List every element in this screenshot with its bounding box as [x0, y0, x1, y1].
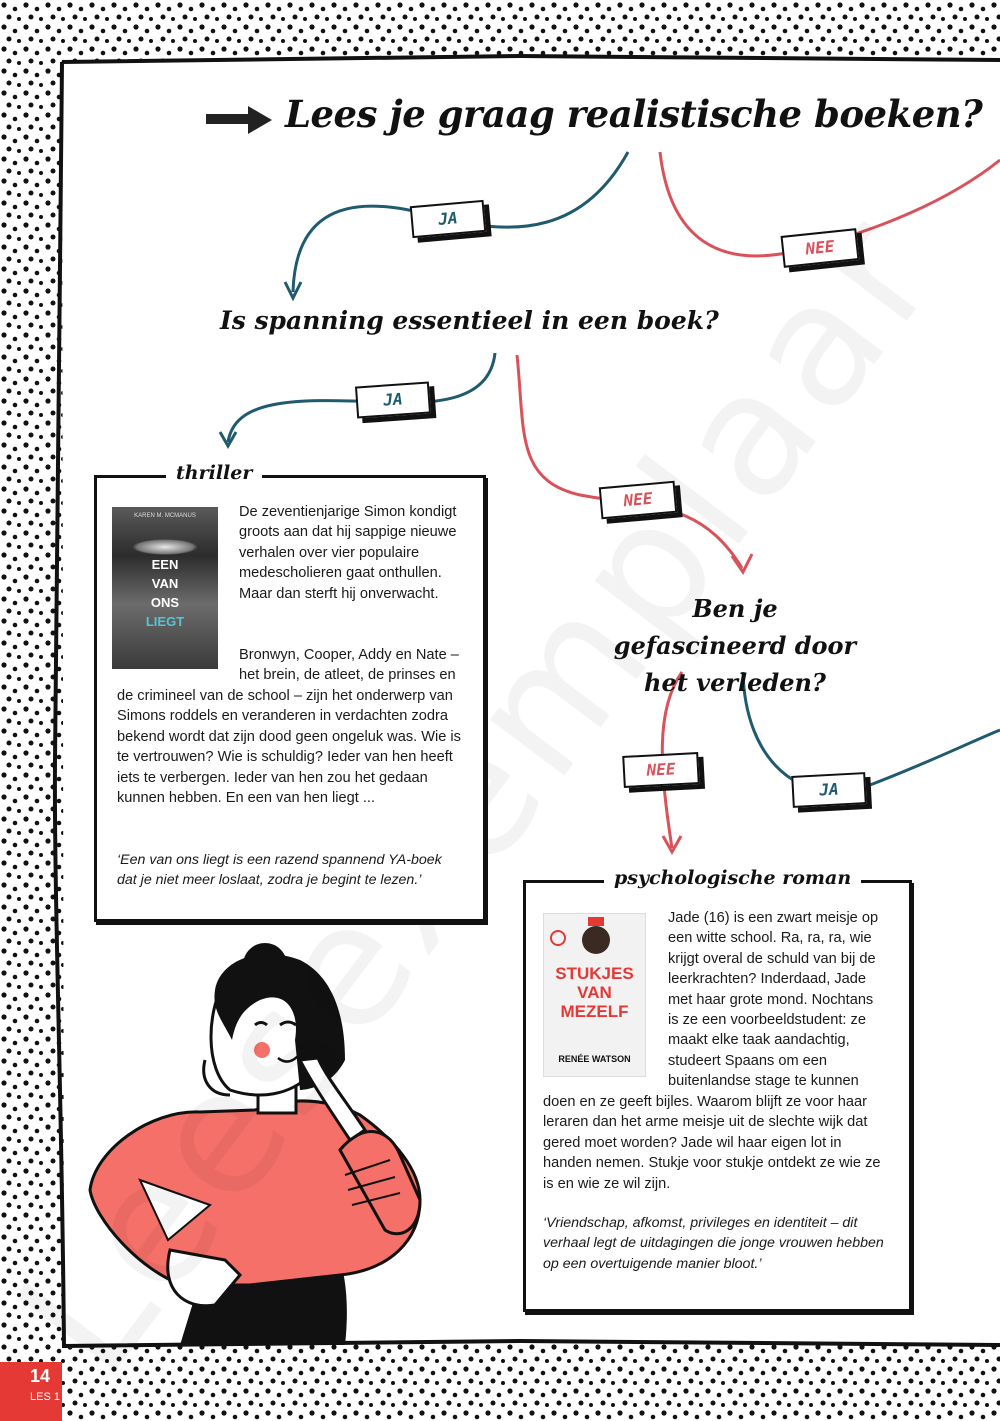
book-cover-een-van-ons-liegt — [112, 507, 218, 669]
tag-nee-1: NEE — [781, 228, 860, 268]
psych-paragraph-continued — [543, 1092, 888, 1192]
cover-title-line2: VAN — [151, 576, 179, 591]
cover-author: KAREN M. MCMANUS — [134, 513, 196, 519]
psych-paragraph-continued-text: doen en ze geeft bijles. Waarom blijft ze voor haar leraren dan het arme meisje uit de slechte wijk dat gered moet worden? Jade wil haar eigen lot in handen nemen. Stukje voor stukje ontdekt ze wie ze is en wie ze wil zijn. — [543, 1094, 881, 1192]
psych-genre-title: psychologische roman — [604, 867, 861, 889]
cover-title-line1: EEN — [151, 557, 179, 572]
cover2-title-line2: VAN — [577, 983, 612, 1002]
book-cover-stukjes-van-mezelf — [543, 913, 646, 1077]
psych-paragraph-column — [668, 908, 886, 1092]
page-number: 14 — [30, 1366, 51, 1386]
thriller-paragraph-2: Bronwyn, Cooper, Addy en Nate – het brein, de atleet, de prinses en — [239, 647, 459, 684]
cover2-author: RENÉE WATSON — [558, 1054, 631, 1064]
cover-title-line4: LIEGT — [145, 614, 185, 629]
question-past: Ben je gefascineerd door het verleden? — [613, 594, 857, 697]
tag-ja-2: JA — [355, 381, 431, 418]
tag-ja-1: JA — [410, 200, 487, 238]
question-realistic-books: Lees je graag realistische boeken? — [285, 92, 983, 136]
page-number-badge — [0, 1362, 62, 1421]
lesson-label: LES 1 — [30, 1391, 60, 1403]
thriller-paragraph-2-start — [239, 645, 464, 686]
thriller-quote: ‘Een van ons liegt is een razend spannend YA-boek dat je niet meer loslaat, zodra je begint te lezen.’ — [117, 852, 442, 889]
tag-nee-2: NEE — [599, 481, 677, 520]
tag-ja-3: JA — [791, 772, 867, 808]
cover-title-line3: ONS — [150, 595, 180, 610]
question-suspense: Is spanning essentieel in een boek? — [220, 306, 719, 335]
thriller-paragraph-1: De zeventienjarige Simon kondigt groots aan dat hij sappige nieuwe verhalen over vier populaire medescholieren gaat onthullen. Maar dan sterft hij onverwacht. — [239, 504, 457, 602]
thriller-genre-title: thriller — [166, 462, 262, 484]
thriller-paragraph-2-continued: de crimineel van de school – zijn het onderwerp van Simons roddels en veranderen in verdachten zodra bekend wordt dat zijn dood geen ongeluk was. Wie is te vertrouwen? Wie is schuldig? Ieder van hen heeft iets te verbergen. Ieder van hen zou het gedaan kunnen hebben. En een van hen liegt ... — [117, 688, 461, 807]
cover2-title-line3: MEZELF — [560, 1002, 629, 1021]
tag-nee-3: NEE — [622, 752, 700, 788]
psych-quote: ‘Vriendschap, afkomst, privileges en identiteit – dit verhaal legt de uitdagingen die jonge vrouwen hebben op een overtuigende manier bloot.’ — [543, 1215, 884, 1272]
cover2-title-line1: STUKJES — [555, 964, 634, 983]
psych-paragraph: Jade (16) is een zwart meisje op een witte school. Ra, ra, ra, wie krijgt overal de schuld van bij de leerkrachten? Inderdaad, Jade met haar grote mond. Nochtans is ze een voorbeeldstudent: ze maakt elke taak aandachtig, studeert Spaans om een buitenlandse stage te kunnen — [668, 910, 879, 1090]
